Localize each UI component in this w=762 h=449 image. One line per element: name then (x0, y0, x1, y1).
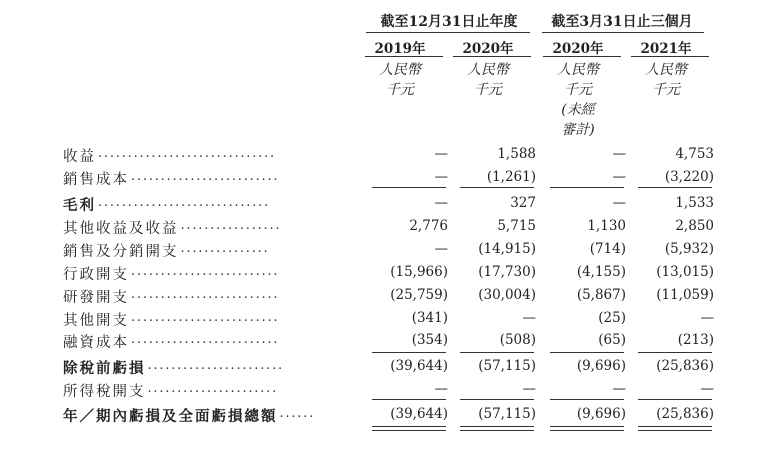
row-label: 銷售及分銷開支 (63, 244, 179, 260)
row-label: 收益 (63, 149, 96, 165)
row-value-col-4: (25,836) (656, 358, 714, 374)
row-value-col-3: — (612, 381, 626, 397)
header-group-quarter: 截至3月31日止三個月 (551, 14, 693, 30)
row-value-col-2: — (522, 310, 536, 326)
row-value-col-1: (25,759) (390, 287, 448, 303)
row-value-col-3: 1,130 (587, 218, 626, 234)
unit-col-4 (624, 60, 708, 100)
subtotal-rule-col-3 (550, 187, 624, 188)
year-header-2019: 2019年 (374, 41, 426, 57)
unaudited-line-2: 審計) (561, 122, 595, 138)
row-value-col-2: (57,115) (478, 406, 536, 422)
row-value-col-2: (17,730) (478, 264, 536, 280)
subtotal-rule-col-3 (550, 352, 624, 353)
year-header-2020: 2020年 (462, 41, 514, 57)
total-double-rule-col-4 (638, 426, 712, 431)
year-rule-2 (453, 56, 531, 57)
unit-line-2: 千元 (474, 82, 502, 98)
row-value-col-3: — (612, 146, 626, 162)
row-value-col-3: (714) (589, 241, 626, 257)
row-value-col-3: (4,155) (576, 264, 626, 280)
unit-line-2: 千元 (564, 82, 592, 98)
year-header-2020-q: 2020年 (552, 41, 604, 57)
row-leader-dots: ....................... (147, 358, 284, 373)
row-leader-dots: ......................... (131, 310, 280, 325)
row-value-col-3: (9,696) (576, 406, 626, 422)
unit-line-1: 人民幣 (645, 62, 687, 78)
row-value-col-4: 2,850 (675, 218, 714, 234)
row-value-col-2: (14,915) (478, 241, 536, 257)
row-leader-dots: ................. (180, 218, 282, 233)
row-value-col-2: — (522, 381, 536, 397)
unaudited-line-1: (未經 (561, 102, 595, 118)
row-leader-dots: ......................... (131, 332, 280, 347)
row-value-col-1: — (434, 381, 448, 397)
year-rule-3 (543, 56, 621, 57)
subtotal-rule-col-2 (460, 399, 534, 400)
total-double-rule-col-3 (550, 426, 624, 431)
row-value-col-4: (13,015) (656, 264, 714, 280)
row-value-col-1: (341) (411, 310, 448, 326)
row-value-col-3: — (612, 169, 626, 185)
subtotal-rule-col-1 (372, 399, 446, 400)
row-value-col-1: 2,776 (409, 218, 448, 234)
subtotal-rule-col-2 (460, 187, 534, 188)
row-label: 研發開支 (63, 290, 129, 306)
row-value-col-1: — (434, 169, 448, 185)
row-value-col-4: (213) (677, 332, 714, 348)
row-value-col-4: (5,932) (664, 241, 714, 257)
row-leader-dots: ......................... (131, 169, 280, 184)
row-value-col-1: — (434, 195, 448, 211)
row-label: 年／期內虧損及全面虧損總額 (63, 408, 278, 425)
unit-line-2: 千元 (652, 82, 680, 98)
row-value-col-1: (39,644) (390, 406, 448, 422)
unit-line-2: 千元 (386, 82, 414, 98)
header-group-year: 截至12月31日止年度 (380, 14, 518, 30)
row-value-col-2: 5,715 (497, 218, 536, 234)
subtotal-rule-col-3 (550, 399, 624, 400)
year-rule-1 (365, 56, 443, 57)
total-double-rule-col-1 (372, 426, 446, 431)
row-leader-dots: ............................. (98, 195, 271, 210)
unit-col-1 (358, 60, 442, 100)
year-rule-4 (631, 56, 709, 57)
row-value-col-2: 1,588 (497, 146, 536, 162)
row-value-col-2: (1,261) (486, 169, 536, 185)
header-group-year-rule (366, 32, 530, 33)
row-label: 毛利 (63, 197, 96, 214)
unit-col-2 (446, 60, 530, 100)
year-header-2021-q: 2021年 (640, 41, 692, 57)
row-label: 其他開支 (63, 313, 129, 329)
row-value-col-1: (354) (411, 332, 448, 348)
row-value-col-4: — (700, 310, 714, 326)
unit-line-1: 人民幣 (379, 62, 421, 78)
row-value-col-4: 1,533 (675, 195, 714, 211)
row-value-col-3: (9,696) (576, 358, 626, 374)
row-value-col-1: — (434, 241, 448, 257)
row-label: 其他收益及收益 (63, 221, 179, 237)
unit-line-1: 人民幣 (467, 62, 509, 78)
row-value-col-4: (11,059) (656, 287, 714, 303)
row-value-col-4: (25,836) (656, 406, 714, 422)
row-value-col-3: (5,867) (576, 287, 626, 303)
row-value-col-3: (25) (598, 310, 626, 326)
subtotal-rule-col-1 (372, 187, 446, 188)
unit-line-1: 人民幣 (557, 62, 599, 78)
row-value-col-2: (57,115) (478, 358, 536, 374)
row-value-col-2: (30,004) (478, 287, 536, 303)
row-leader-dots: ...... (279, 406, 316, 421)
subtotal-rule-col-4 (638, 352, 712, 353)
row-value-col-3: — (612, 195, 626, 211)
row-leader-dots: ............... (180, 241, 270, 256)
row-leader-dots: ......................... (131, 287, 280, 302)
row-label: 所得稅開支 (63, 384, 146, 400)
row-value-col-3: (65) (598, 332, 626, 348)
row-label: 融資成本 (63, 335, 129, 351)
subtotal-rule-col-1 (372, 352, 446, 353)
row-leader-dots: ...................... (147, 381, 279, 396)
unit-col-3 (536, 60, 620, 140)
row-leader-dots: ......................... (131, 264, 280, 279)
total-double-rule-col-2 (460, 426, 534, 431)
row-value-col-4: (3,220) (664, 169, 714, 185)
header-group-quarter-rule (542, 32, 704, 33)
row-value-col-2: 327 (510, 195, 536, 211)
subtotal-rule-col-4 (638, 399, 712, 400)
row-value-col-2: (508) (499, 332, 536, 348)
row-value-col-4: — (700, 381, 714, 397)
subtotal-rule-col-4 (638, 187, 712, 188)
row-value-col-4: 4,753 (675, 146, 714, 162)
row-value-col-1: (39,644) (390, 358, 448, 374)
subtotal-rule-col-2 (460, 352, 534, 353)
row-label: 除稅前虧損 (63, 360, 146, 377)
row-label: 行政開支 (63, 267, 129, 283)
row-leader-dots: .............................. (98, 146, 276, 161)
row-label: 銷售成本 (63, 172, 129, 188)
row-value-col-1: (15,966) (390, 264, 448, 280)
row-value-col-1: — (434, 146, 448, 162)
